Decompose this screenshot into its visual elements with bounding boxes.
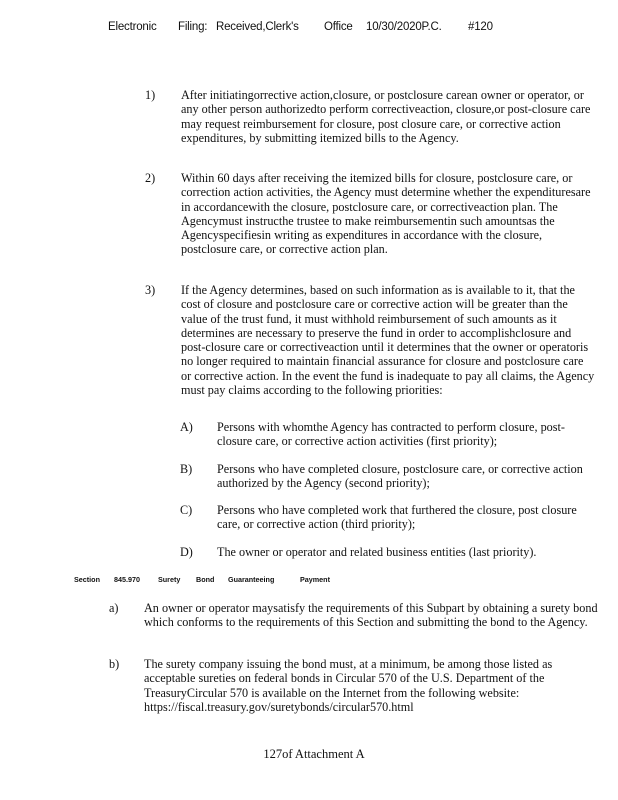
section-heading: [74, 575, 374, 587]
item-number: 3): [145, 283, 156, 297]
item-number: b): [109, 657, 120, 671]
item-text: The surety company issuing the bond must, at a minimum, be among those listed as acceptable sureties on federal bonds in Circular 570 of the U.S. Department of the TreasuryCircular 570 is available on the Internet from the following website: https://fiscal.treasury.gov/suretybonds/circular570.html: [144, 657, 553, 714]
header-received: Received,Clerk's: [216, 21, 299, 33]
item-text: Persons with whomthe Agency has contracted to perform closure, post-closure care, or corrective action activities (first priority);: [217, 420, 565, 449]
section-word: Guaranteeing: [228, 575, 275, 584]
section-word: Payment: [300, 575, 330, 584]
header-electronic: Electronic: [108, 21, 157, 33]
section-number: 845.970: [114, 575, 140, 584]
header-date: 10/30/2020P.C.: [366, 21, 442, 33]
item-number: C): [180, 503, 193, 517]
section-word: Surety: [158, 575, 181, 584]
item-number: D): [180, 545, 193, 559]
item-number: B): [180, 462, 193, 476]
item-number: a): [109, 601, 119, 615]
section-label: Section: [74, 575, 100, 584]
page-footer: 127of Attachment A: [263, 747, 365, 761]
header-number: #120: [468, 21, 493, 33]
item-text: Within 60 days after receiving the itemized bills for closure, postclosure care, or correction action activities, the Agency must determine whether the expendituresare in accordancewith the closure, postclosure care, or correctiveaction plan. The Agencymust instructhe trustee to make reimbursementin such amountsas the Agencyspecifiesin writing as expenditures in accordance with the closure, postclosure care, or corrective action plan.: [181, 171, 591, 257]
header-filing: Filing:: [178, 21, 208, 33]
header-office: Office: [324, 21, 353, 33]
item-number: 2): [145, 171, 156, 185]
item-text: Persons who have completed closure, postclosure care, or corrective action authorized by the Agency (second priority);: [217, 462, 583, 491]
filing-header: [108, 21, 578, 37]
item-number: 1): [145, 88, 156, 102]
item-text: After initiatingorrective action,closure, or postclosure carean owner or operator, or any other person authorizedto perform correctiveaction, closure,or post-closure care may request reimbursement for closure, post closure care, or corrective action expenditures, by submitting itemized bills to the Agency.: [181, 88, 591, 145]
item-number: A): [180, 420, 193, 434]
item-text: An owner or operator maysatisfy the requirements of this Subpart by obtaining a surety bond which conforms to the requirements of this Section and submitting the bond to the Agency.: [144, 601, 598, 630]
item-text: The owner or operator and related business entities (last priority).: [217, 545, 537, 559]
item-text: If the Agency determines, based on such information as is available to it, that the cost of closure and postclosure care or corrective action will be greater than the value of the trust fund, it must withhold reimbursement of such amounts as it determines are necessary to preserve the fund in order to accomplishclosure and post-closure care or correctiveaction until it determines that the owner or operatoris no longer required to maintain financial assurance for closure and postclosure care or corrective action. In the event the fund is inadequate to pay all claims, the Agency must pay claims according to the following priorities:: [181, 283, 595, 398]
section-word: Bond: [196, 575, 215, 584]
item-text: Persons who have completed work that furthered the closure, post closure care, or corrective action (third priority);: [217, 503, 577, 532]
